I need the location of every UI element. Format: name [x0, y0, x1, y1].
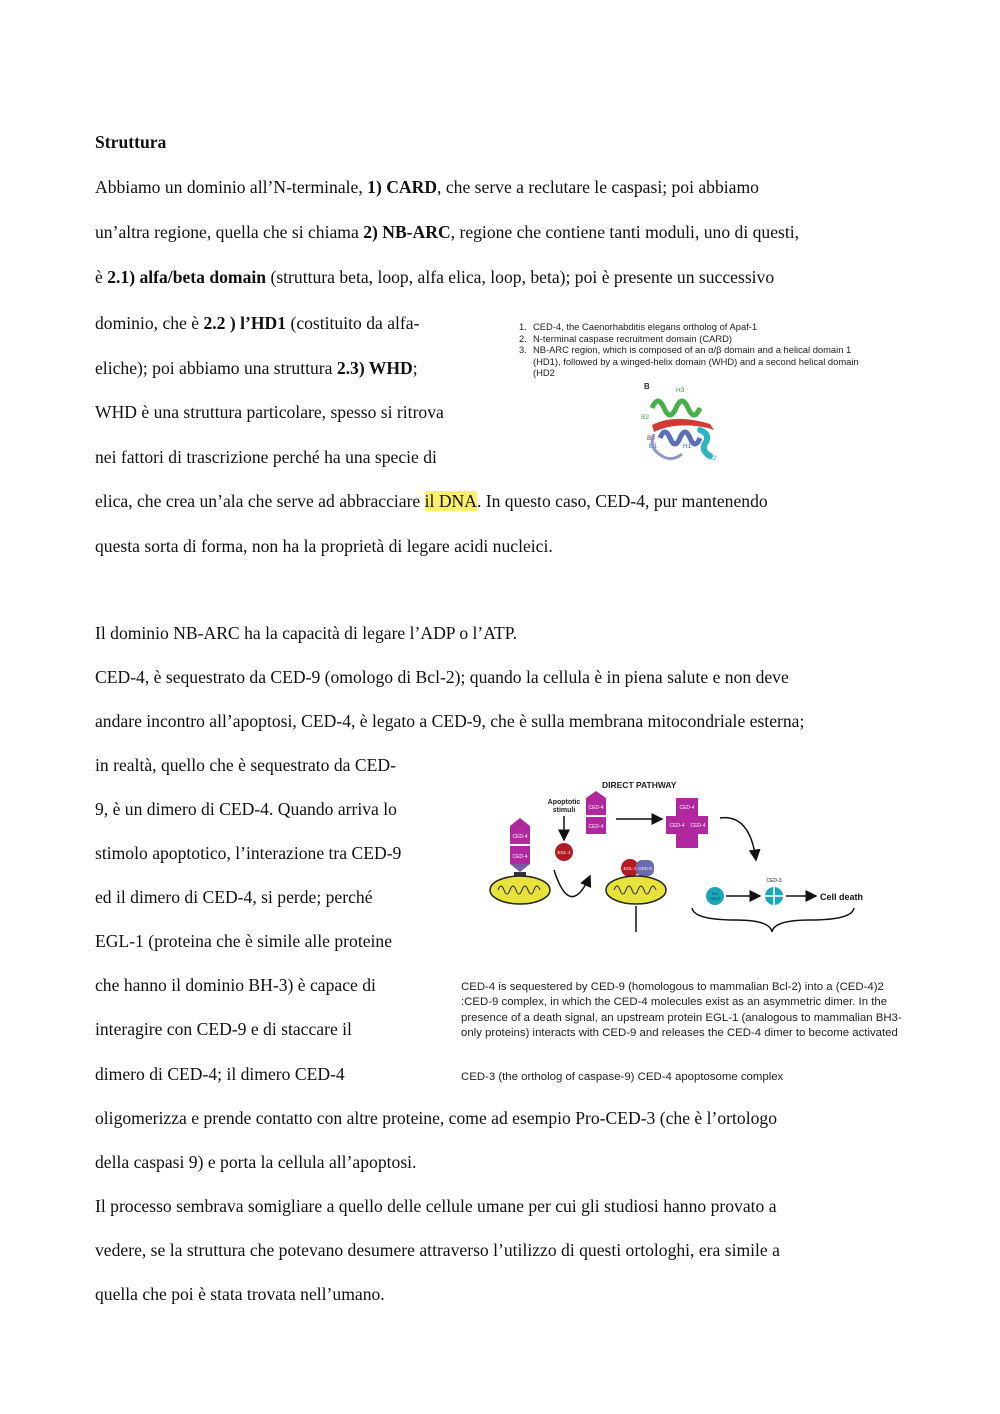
strand-label-b3: B3 [647, 435, 655, 442]
ced3-label: CED-3 [766, 878, 782, 884]
svg-text:CED-4: CED-4 [512, 834, 528, 840]
helix-h1 [660, 432, 700, 444]
helix-label-h3: H3 [676, 387, 685, 394]
direct-pathway-diagram [480, 778, 900, 940]
helix-label-h1: H1 [683, 443, 692, 450]
released-ced4-dimer [586, 791, 606, 834]
paragraph-line: interagire con CED-9 e di staccare il [95, 1019, 352, 1039]
figure2-caption [461, 980, 902, 1042]
activation-arrow [720, 818, 756, 860]
paragraph-line: in realtà, quello che è sequestrato da CED- [95, 755, 396, 775]
svg-text:CED3: CED3 [709, 896, 721, 901]
svg-text:EGL-1: EGL-1 [557, 850, 571, 855]
paragraph-line: 9, è un dimero di CED-4. Quando arriva lo [95, 799, 397, 819]
figure1-item-cont: (HD1), followed by a winged-helix domain (WHD) and a second helical domain [533, 355, 859, 367]
caption-line: only proteins) interacts with CED-9 and releases the CED-4 dimer to become activated [461, 1027, 898, 1040]
svg-text:CED-9: CED-9 [638, 866, 652, 871]
figure1-item: 3. NB-ARC region, which is composed of an α/β domain and a helical domain 1 [519, 344, 852, 356]
paragraph-line: quella che poi è stata trovata nell’umano. [95, 1284, 385, 1304]
paragraph-line: elica, che crea un’ala che serve ad abbracciare il DNA. In questo caso, CED-4, pur mantenendo [95, 491, 768, 511]
figure1-item: 2. N-terminal caspase recruitment domain (CARD) [519, 332, 733, 344]
paragraph-line: WHD è una struttura particolare, spesso si ritrova [95, 402, 444, 422]
paragraph-line: CED-4, è sequestrato da CED-9 (omologo di Bcl-2); quando la cellula è in piena salute e non deve [95, 667, 789, 687]
figure1-item-cont: (HD2 [533, 367, 555, 379]
paragraph-line: EGL-1 (proteina che è simile alle proteine [95, 931, 393, 951]
paragraph-line: questa sorta di forma, non ha la proprietà di legare acidi nucleici. [95, 536, 553, 556]
caption-line: presence of a death signal, an upstream protein EGL-1 (analogous to mammalian BH3- [461, 1011, 902, 1024]
protein-structure-figure [630, 380, 730, 470]
ced4-dimer-complex [490, 818, 550, 904]
egl1-ced9-complex [606, 859, 666, 932]
paragraph-line: ed il dimero di CED-4, si perde; perché [95, 887, 373, 907]
strand-label-b1: B1 [649, 443, 657, 450]
helix-h2 [700, 430, 710, 456]
svg-text:CED-4: CED-4 [588, 824, 604, 830]
paragraph-line: che hanno il dominio BH-3) è capace di [95, 975, 376, 995]
paragraph-line: Abbiamo un dominio all’N-terminale, 1) CARD, che serve a reclutare le caspasi; poi abbiamo [95, 177, 759, 197]
mitochondrion [490, 876, 550, 904]
stimuli-label: Apoptotic [547, 799, 581, 806]
paragraph-line: dimero di CED-4; il dimero CED-4 [95, 1064, 345, 1084]
paragraph-line: oligomerizza e prende contatto con altre proteine, come ad esempio Pro-CED-3 (che è l’ortologo [95, 1108, 777, 1128]
grouping-brace [692, 908, 854, 932]
highlighted-text: il DNA [424, 491, 477, 511]
helix-h3 [652, 401, 700, 415]
paragraph-line: eliche); poi abbiamo una struttura 2.3) WHD; [95, 358, 418, 378]
svg-text:CED-4: CED-4 [669, 823, 685, 829]
section-title: Struttura [95, 132, 167, 152]
stimuli-label: stimuli [552, 807, 576, 814]
svg-text:CED-4: CED-4 [679, 805, 695, 811]
figure1-legend [519, 321, 859, 379]
ced4-apoptosome [666, 798, 708, 848]
paragraph-line: un’altra regione, quella che si chiama 2) NB-ARC, regione che contiene tanti moduli, uno di questi, [95, 222, 800, 242]
paragraph-line: stimolo apoptotico, l’interazione tra CED-9 [95, 843, 402, 863]
paragraph-line: andare incontro all’apoptosi, CED-4, è legato a CED-9, che è sulla membrana mitocondriale esterna; [95, 711, 805, 731]
caption-line: CED-4 is sequestered by CED-9 (homologous to mammalian Bcl-2) into a (CED-4)2 [461, 981, 884, 993]
svg-text:CED-4: CED-4 [690, 823, 706, 829]
paragraph-line: è 2.1) alfa/beta domain (struttura beta, loop, alfa elica, loop, beta); poi è presente un successivo [95, 267, 775, 287]
paragraph-line: nei fattori di trascrizione perché ha una specie di [95, 447, 437, 467]
cell-death-label: Cell death [820, 892, 864, 902]
caption-line: :CED-9 complex, in which the CED-4 molecules exist as an asymmetric dimer. In the [461, 996, 888, 1009]
mitochondrion [606, 876, 666, 904]
panel-label: B [644, 382, 650, 391]
curve-arrow [554, 870, 590, 897]
svg-text:EGL-1: EGL-1 [623, 866, 637, 871]
svg-text:CED-4: CED-4 [512, 854, 528, 860]
paragraph-line: Il processo sembrava somigliare a quello delle cellule umane per cui gli studiosi hanno provato a [95, 1196, 777, 1216]
svg-text:Pro: Pro [711, 891, 719, 896]
strand-label-b2: B2 [641, 414, 649, 421]
paragraph-line: vedere, se la struttura che potevano desumere attraverso l’utilizzo di questi ortologhi, era simile a [95, 1240, 780, 1260]
pathway-title: DIRECT PATHWAY [602, 780, 677, 790]
helix-label-h2: H2 [708, 455, 717, 462]
paragraph-line: dominio, che è 2.2 ) l’HD1 (costituito da alfa- [95, 313, 420, 333]
paragraph-line: della caspasi 9) e porta la cellula all’apoptosi. [95, 1152, 417, 1172]
figure1-item: 1. CED-4, the Caenorhabditis elegans ortholog of Apaf-1 [519, 321, 758, 332]
paragraph-line: Il dominio NB-ARC ha la capacità di legare l’ADP o l’ATP. [95, 623, 517, 643]
svg-text:CED-4: CED-4 [588, 805, 604, 811]
figure2-caption2: CED-3 (the ortholog of caspase-9) CED-4 apoptosome complex [461, 1071, 784, 1083]
